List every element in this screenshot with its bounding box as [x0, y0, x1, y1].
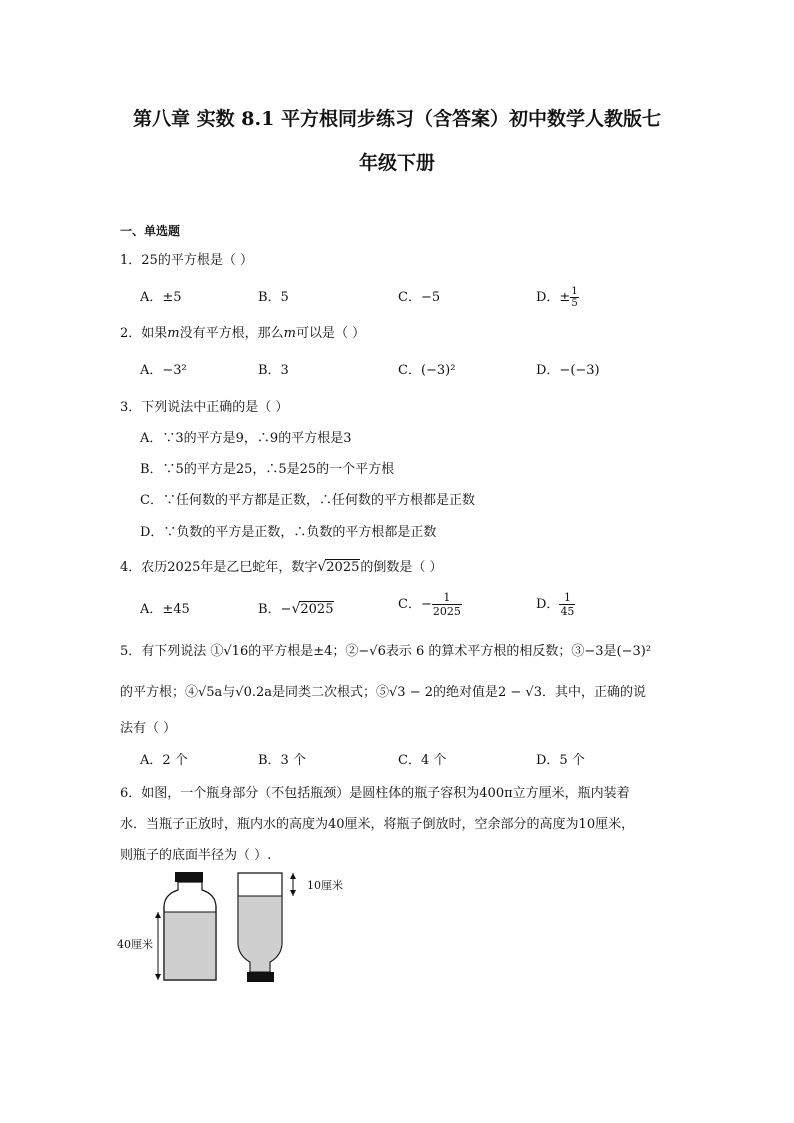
question-4-option-b: [258, 598, 334, 617]
question-3-option-c: C．∵任何数的平方都是正数，∴任何数的平方根都是正数: [140, 493, 475, 508]
upright-bottle: [117, 872, 216, 980]
question-2-stem: [120, 322, 365, 341]
radicand: 2025: [300, 602, 334, 617]
stem-part: 可以是（ ）: [295, 326, 366, 341]
question-2-option-c: C．(−3)²: [398, 363, 456, 378]
option-d-label: D．: [536, 597, 560, 612]
variable-m: m: [167, 326, 180, 341]
question-3-stem: 3．下列说法中正确的是（ ）: [120, 400, 289, 415]
question-4-option-d: [536, 591, 575, 618]
question-6-line-3: 则瓶子的底面半径为（ ）.: [120, 848, 272, 863]
question-2-option-d: D．−(−3): [536, 363, 600, 378]
question-1-option-a: A．±5: [140, 290, 182, 305]
fraction: [559, 591, 575, 618]
label-40cm: 40厘米: [117, 938, 153, 951]
page-title-line2: 年级下册: [358, 152, 435, 174]
question-3-option-b: B．∵5的平方是25，∴5是25的一个平方根: [140, 462, 395, 477]
fraction: [570, 286, 578, 309]
question-1-option-d: [536, 286, 579, 309]
inverted-bottle: [238, 873, 343, 982]
stem-part: 4．农历2025年是乙巳蛇年，数字: [120, 560, 318, 575]
question-2-option-a: A．−3²: [140, 363, 187, 378]
question-5-line-1: 5．有下列说法 ①√16的平方根是±4；②−√6表示 6 的算术平方根的相反数；③−3是(−3)²: [120, 644, 652, 659]
question-5-line-3: 法有（ ）: [120, 721, 177, 736]
question-5-option-c: C．4 个: [398, 753, 447, 768]
radicand: 2025: [326, 560, 360, 575]
question-4-option-a: A．±45: [140, 602, 190, 617]
page-title: 第八章 实数 8.1 平方根同步练习（含答案）初中数学人教版七: [133, 108, 661, 130]
question-5-line-2: 的平方根；④√5a与√0.2a是同类二次根式；⑤√3 − 2的绝对值是2 − √3．其中，正确的说: [120, 685, 646, 700]
bottle-cap: [175, 872, 203, 882]
question-1-stem: 1．25的平方根是（ ）: [120, 253, 253, 268]
fraction-denominator: 2025: [432, 605, 461, 618]
question-1-option-b: B．5: [258, 290, 289, 305]
fraction-numerator: 1: [432, 591, 462, 605]
sqrt-icon: √: [291, 601, 301, 617]
variable-m: m: [283, 326, 296, 341]
arrow-head-up: [290, 873, 296, 879]
question-6-line-2: 水．当瓶子正放时，瓶内水的高度为40厘米，将瓶子倒放时，空余部分的高度为10厘米，: [120, 817, 635, 832]
label-10cm: 10厘米: [307, 879, 343, 892]
stem-part: 2．如果: [120, 326, 168, 341]
option-c-label: C．−: [398, 597, 432, 612]
stem-part: 的倒数是（ ）: [360, 560, 443, 575]
question-3-option-d: D．∵负数的平方是正数，∴负数的平方根都是正数: [140, 525, 437, 540]
question-5-option-d: D．5 个: [536, 753, 585, 768]
sqrt-icon: √: [317, 559, 327, 575]
question-1-option-c: C．−5: [398, 290, 441, 305]
fraction-denominator: 5: [571, 298, 578, 309]
question-4-option-c: [398, 591, 462, 618]
section-heading: 一、单选题: [120, 224, 181, 238]
fraction: [432, 591, 462, 618]
arrow-head-up: [155, 912, 161, 918]
water-upright: [165, 912, 216, 979]
fraction-numerator: 1: [559, 591, 575, 605]
option-d-label: D．±: [536, 290, 571, 305]
fraction-numerator: 1: [571, 286, 578, 297]
water-inverted: [239, 896, 282, 972]
question-6-line-1: 6．如图，一个瓶身部分（不包括瓶颈）是圆柱体的瓶子容积为400π立方厘米，瓶内装着: [120, 786, 630, 801]
stem-part: 没有平方根，那么: [179, 326, 284, 341]
bottle-cap: [247, 972, 274, 982]
question-3-option-a: A．∵3的平方是9，∴9的平方根是3: [140, 431, 352, 446]
question-2-option-b: B．3: [258, 363, 289, 378]
question-4-stem: [120, 556, 443, 575]
option-b-label: B．−: [258, 602, 292, 617]
arrow-head-down: [290, 890, 296, 896]
bottle-figure: [110, 868, 370, 988]
question-5-option-a: A．2 个: [140, 753, 188, 768]
fraction-denominator: 45: [560, 605, 575, 618]
question-5-option-b: B．3 个: [258, 753, 306, 768]
arrow-head-down: [155, 974, 161, 980]
